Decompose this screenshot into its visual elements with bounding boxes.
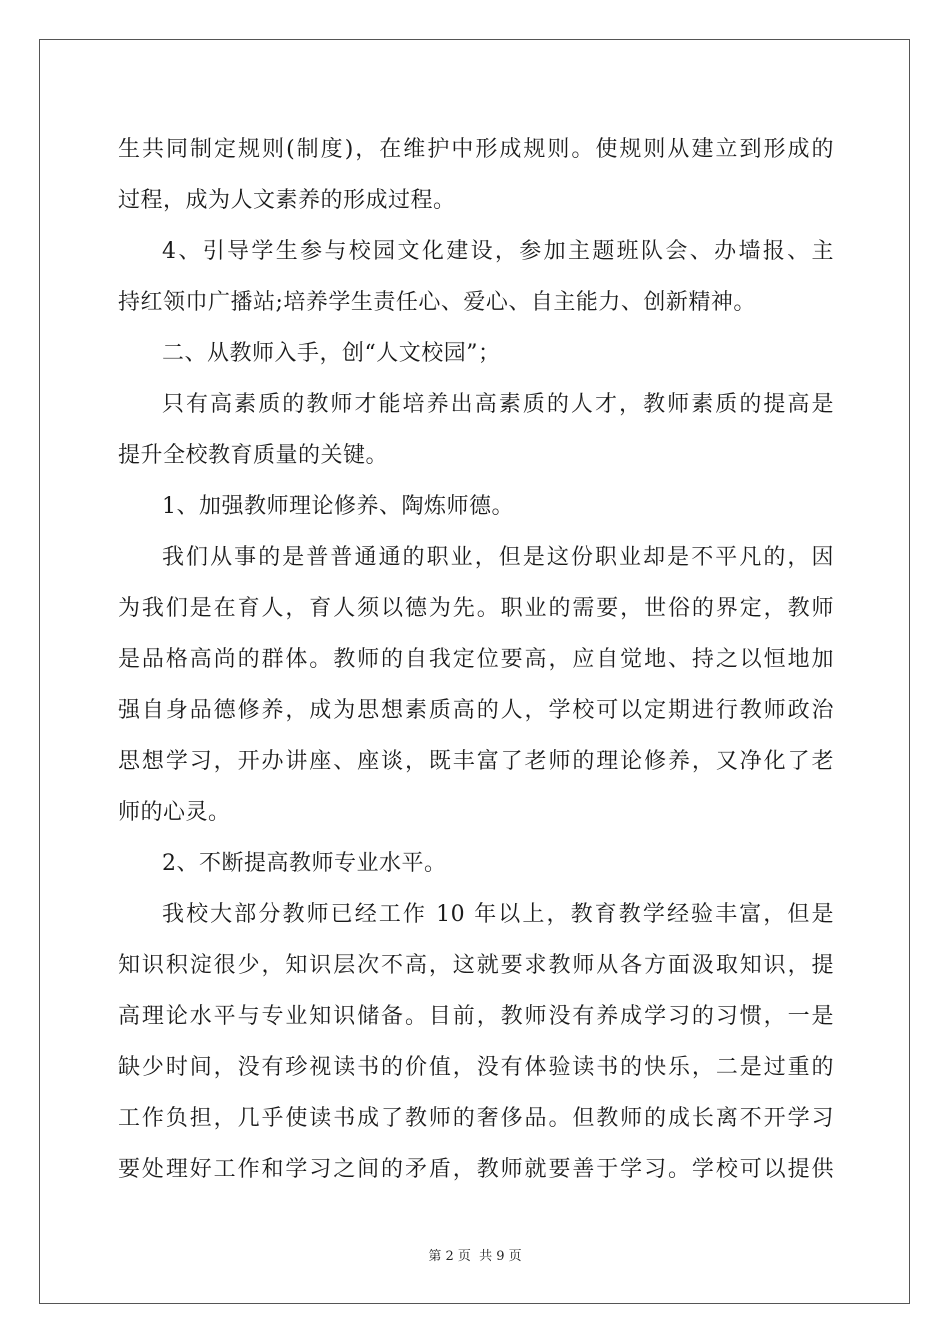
text-line: 是品格高尚的群体。教师的自我定位要高，应自觉地、持之以恒地加 [118, 647, 834, 672]
text-line: 为我们是在育人，育人须以德为先。职业的需要，世俗的界定，教师 [118, 596, 834, 621]
page-number-current: 第 2 页 [428, 1249, 471, 1264]
text-line: 二、从教师入手，创“人文校园”； [162, 341, 501, 366]
text-line: 过程，成为人文素养的形成过程。 [118, 188, 456, 213]
text-line: 要处理好工作和学习之间的矛盾，教师就要善于学习。学校可以提供 [118, 1157, 834, 1182]
text-line: 只有高素质的教师才能培养出高素质的人才，教师素质的提高是 [162, 392, 834, 417]
text-line: 知识积淀很少，知识层次不高，这就要求教师从各方面汲取知识，提 [118, 953, 834, 978]
text-line: 生共同制定规则(制度)，在维护中形成规则。使规则从建立到形成的 [118, 137, 834, 162]
text-line: 我们从事的是普普通通的职业，但是这份职业却是不平凡的，因 [162, 545, 834, 570]
text-line: 1、加强教师理论修养、陶炼师德。 [162, 494, 514, 519]
text-line: 思想学习，开办讲座、座谈，既丰富了老师的理论修养，又净化了老 [118, 749, 834, 774]
document-body [118, 128, 834, 1199]
text-line: 4、引导学生参与校园文化建设，参加主题班队会、办墙报、主 [162, 239, 834, 264]
text-line: 师的心灵。 [118, 800, 231, 825]
text-line: 2、不断提高教师专业水平。 [162, 851, 447, 876]
text-line: 工作负担，几乎使读书成了教师的奢侈品。但教师的成长离不开学习 [118, 1106, 834, 1131]
page-footer [0, 1245, 950, 1264]
text-line: 强自身品德修养，成为思想素质高的人，学校可以定期进行教师政治 [118, 698, 834, 723]
text-line: 缺少时间，没有珍视读书的价值，没有体验读书的快乐，二是过重的 [118, 1055, 834, 1080]
page-number-total: 共 9 页 [479, 1249, 522, 1264]
text-line: 提升全校教育质量的关键。 [118, 443, 389, 468]
text-line: 高理论水平与专业知识储备。目前，教师没有养成学习的习惯，一是 [118, 1004, 834, 1029]
text-line: 持红领巾广播站;培养学生责任心、爱心、自主能力、创新精神。 [118, 290, 756, 315]
text-line: 我校大部分教师已经工作 10 年以上，教育教学经验丰富，但是 [162, 902, 834, 927]
